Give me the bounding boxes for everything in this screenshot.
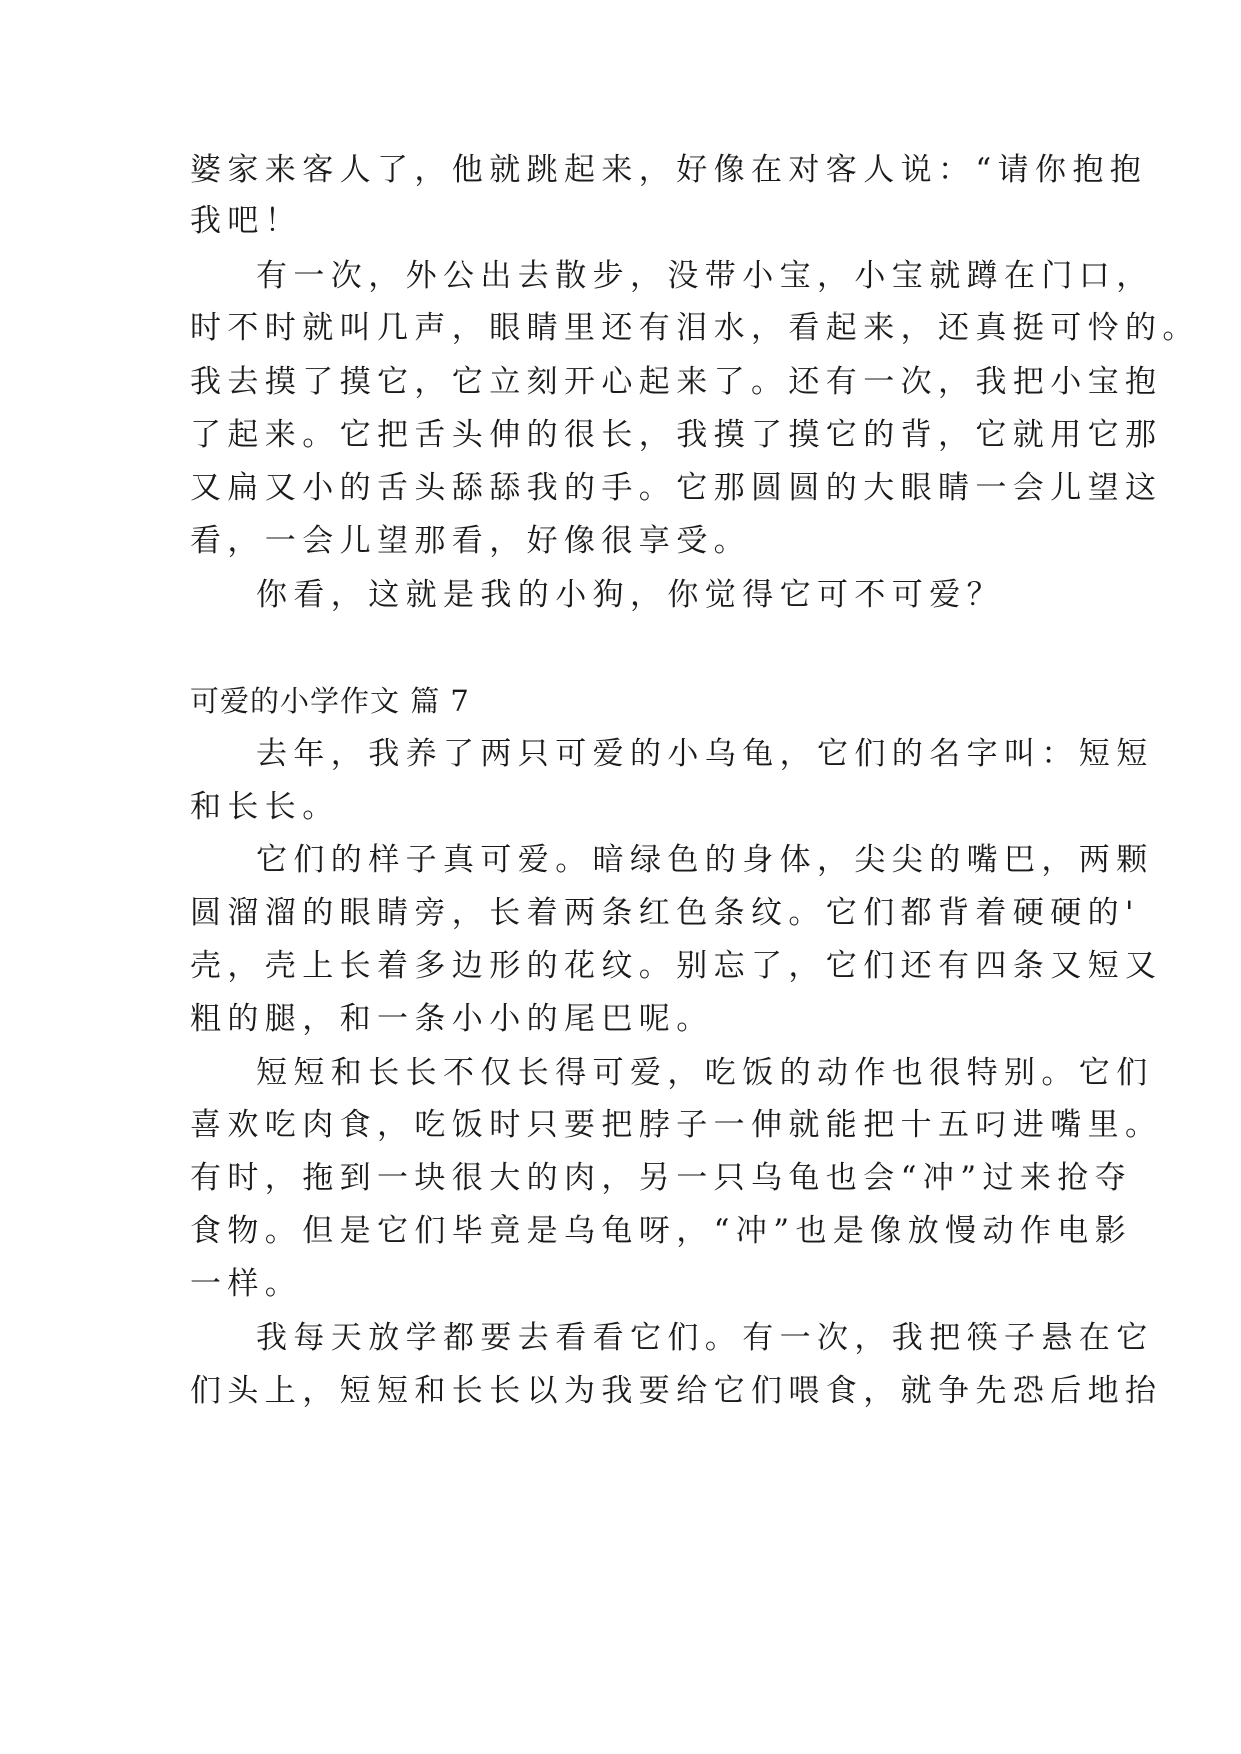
text-line: 一样。 [190, 1266, 303, 1302]
section-heading: 可爱的小学作文 篇 7 [190, 684, 470, 718]
text-line: 又扁又小的舌头舔舔我的手。它那圆圆的大眼睛一会儿望这 [190, 470, 1163, 506]
text-line: 壳，壳上长着多边形的花纹。别忘了，它们还有四条又短又 [190, 948, 1163, 984]
text-line: 看，一会儿望那看，好像很享受。 [190, 523, 751, 559]
text-line: 婆家来客人了，他就跳起来，好像在对客人说：“请你抱抱 [190, 152, 1148, 188]
text-line: 食物。但是它们毕竟是乌龟呀，“冲”也是像放慢动作电影 [190, 1213, 1133, 1249]
text-line: 有时，拖到一块很大的肉，另一只乌龟也会“冲”过来抢夺 [190, 1160, 1133, 1196]
paragraph-first-line: 短短和长长不仅长得可爱，吃饭的动作也很特别。它们 [256, 1055, 1154, 1091]
paragraph-first-line: 它们的样子真可爱。暗绿色的身体，尖尖的嘴巴，两颗 [256, 842, 1154, 878]
text-line: 和长长。 [190, 789, 340, 825]
paragraph-first-line: 有一次，外公出去散步，没带小宝，小宝就蹲在门口， [256, 258, 1154, 294]
text-line: 圆溜溜的眼睛旁，长着两条红色条纹。它们都背着硬硬的' [190, 895, 1140, 931]
text-line: 我吧！ [190, 203, 303, 239]
text-line: 们头上，短短和长长以为我要给它们喂食，就争先恐后地抬 [190, 1373, 1163, 1409]
text-line: 时不时就叫几声，眼睛里还有泪水，看起来，还真挺可怜的。 [190, 310, 1200, 346]
text-line: 喜欢吃肉食，吃饭时只要把脖子一伸就能把十五叼进嘴里。 [190, 1107, 1163, 1143]
text-line: 粗的腿，和一条小小的尾巴呢。 [190, 1001, 714, 1037]
paragraph-first-line: 我每天放学都要去看看它们。有一次，我把筷子悬在它 [256, 1320, 1154, 1356]
paragraph-first-line: 你看，这就是我的小狗，你觉得它可不可爱？ [256, 577, 1004, 613]
text-line: 了起来。它把舌头伸的很长，我摸了摸它的背，它就用它那 [190, 417, 1163, 453]
text-line: 我去摸了摸它，它立刻开心起来了。还有一次，我把小宝抱 [190, 364, 1163, 400]
paragraph-first-line: 去年，我养了两只可爱的小乌龟，它们的名字叫：短短 [256, 736, 1154, 772]
